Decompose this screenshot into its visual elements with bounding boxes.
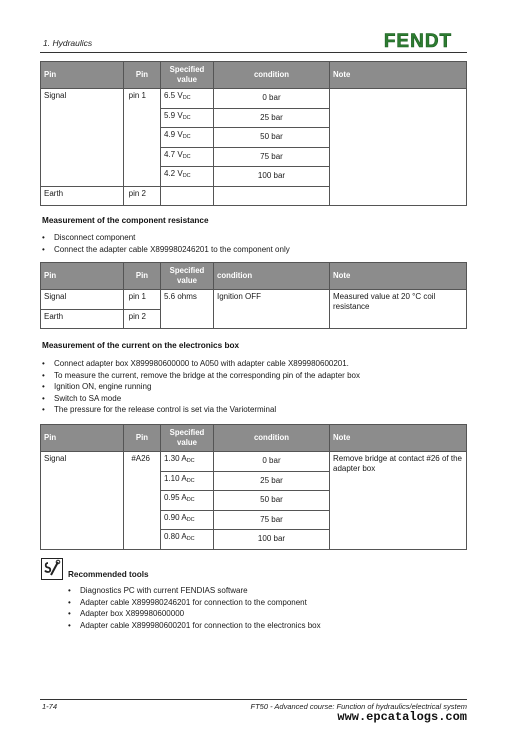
page-number: 1-74 xyxy=(42,702,58,711)
value-cell: 5.6 ohms xyxy=(161,290,214,329)
condition-cell: 25 bar xyxy=(214,108,330,128)
list-item: • Connect adapter box X899980600000 to A050 with adapter cable X899980600201. xyxy=(42,358,360,370)
current-table xyxy=(40,424,467,550)
condition-cell: Ignition OFF xyxy=(214,290,330,329)
pin-name-cell: Signal xyxy=(41,89,124,187)
table-row xyxy=(41,89,467,109)
condition-cell: 50 bar xyxy=(214,128,330,148)
value-cell: 1.30 ADC xyxy=(161,452,214,472)
pin-cell: #A26 xyxy=(124,452,161,550)
value-cell xyxy=(161,186,214,206)
condition-cell: 0 bar xyxy=(214,89,330,109)
header-pin: Pin xyxy=(41,62,124,89)
current-steps xyxy=(42,358,360,416)
pin-cell: pin 2 xyxy=(124,309,161,329)
header-specified-value: Specified value xyxy=(161,263,214,290)
condition-cell xyxy=(214,186,330,206)
value-cell: 5.9 VDC xyxy=(161,108,214,128)
value-cell: 4.2 VDC xyxy=(161,167,214,187)
value-cell: 4.7 VDC xyxy=(161,147,214,167)
pin-name-cell: Earth xyxy=(41,309,124,329)
header-specified-value: Specified value xyxy=(161,425,214,452)
note-cell: Remove bridge at contact #26 of the adapter box xyxy=(330,452,467,550)
table-header-row xyxy=(41,62,467,89)
condition-cell: 25 bar xyxy=(214,471,330,491)
chapter-title: 1. Hydraulics xyxy=(43,38,93,48)
header-pin: Pin xyxy=(41,425,124,452)
footer-rule xyxy=(40,699,467,700)
pin-name-cell: Signal xyxy=(41,290,124,310)
value-cell: 0.95 ADC xyxy=(161,491,214,511)
value-cell: 0.90 ADC xyxy=(161,510,214,530)
list-item: • Adapter box X899980600000 xyxy=(68,608,321,620)
header-pin: Pin xyxy=(41,263,124,290)
header-note: Note xyxy=(330,62,467,89)
tools-icon xyxy=(41,558,63,580)
watermark: www.epcatalogs.com xyxy=(337,710,467,724)
pin-name-cell: Earth xyxy=(41,186,124,206)
header-note: Note xyxy=(330,425,467,452)
list-item: • Ignition ON, engine running xyxy=(42,381,360,393)
resistance-table xyxy=(40,262,467,329)
tools-title: Recommended tools xyxy=(68,570,149,579)
section-title-resistance: Measurement of the component resistance xyxy=(42,216,209,225)
pin-cell: pin 1 xyxy=(124,89,161,187)
value-cell: 0.80 ADC xyxy=(161,530,214,550)
header-condition: condition xyxy=(214,62,330,89)
voltage-table xyxy=(40,61,467,206)
condition-cell: 100 bar xyxy=(214,530,330,550)
condition-cell: 75 bar xyxy=(214,510,330,530)
header-note: Note xyxy=(330,263,467,290)
table-header-row xyxy=(41,425,467,452)
condition-cell: 0 bar xyxy=(214,452,330,472)
condition-cell: 50 bar xyxy=(214,491,330,511)
value-cell: 4.9 VDC xyxy=(161,128,214,148)
list-item: • Connect the adapter cable X899980246201 to the component only xyxy=(42,244,290,256)
pin-cell: pin 2 xyxy=(124,186,161,206)
table-row xyxy=(41,452,467,472)
value-cell: 6.5 VDC xyxy=(161,89,214,109)
list-item: • Adapter cable X899980246201 for connection to the component xyxy=(68,597,321,609)
table-header-row xyxy=(41,263,467,290)
header-condition: condition xyxy=(214,425,330,452)
table-row xyxy=(41,290,467,310)
header-pin: Pin xyxy=(124,425,161,452)
list-item: • Disconnect component xyxy=(42,232,290,244)
pin-name-cell: Signal xyxy=(41,452,124,550)
note-cell xyxy=(330,89,467,206)
condition-cell: 75 bar xyxy=(214,147,330,167)
header-pin: Pin xyxy=(124,62,161,89)
pin-cell: pin 1 xyxy=(124,290,161,310)
list-item: • Switch to SA mode xyxy=(42,393,360,405)
note-cell: Measured value at 20 °C coil resistance xyxy=(330,290,467,329)
svg-text:FENDT: FENDT xyxy=(383,31,453,52)
section-title-current: Measurement of the current on the electronics box xyxy=(42,341,239,350)
list-item: • Adapter cable X899980600201 for connection to the electronics box xyxy=(68,620,321,632)
header-pin: Pin xyxy=(124,263,161,290)
header-specified-value: Specified value xyxy=(161,62,214,89)
tools-list xyxy=(68,585,321,631)
page-header xyxy=(40,32,467,54)
resistance-steps xyxy=(42,232,290,255)
value-cell: 1.10 ADC xyxy=(161,471,214,491)
list-item: • To measure the current, remove the bridge at the corresponding pin of the adapter box xyxy=(42,370,360,382)
footer-title: FT50 - Advanced course: Function of hydraulics/electrical system xyxy=(250,702,467,711)
fendt-logo xyxy=(369,30,467,52)
list-item: • Diagnostics PC with current FENDIAS software xyxy=(68,585,321,597)
list-item: • The pressure for the release control is set via the Varioterminal xyxy=(42,404,360,416)
condition-cell: 100 bar xyxy=(214,167,330,187)
header-rule xyxy=(40,52,467,53)
header-condition: condition xyxy=(214,263,330,290)
